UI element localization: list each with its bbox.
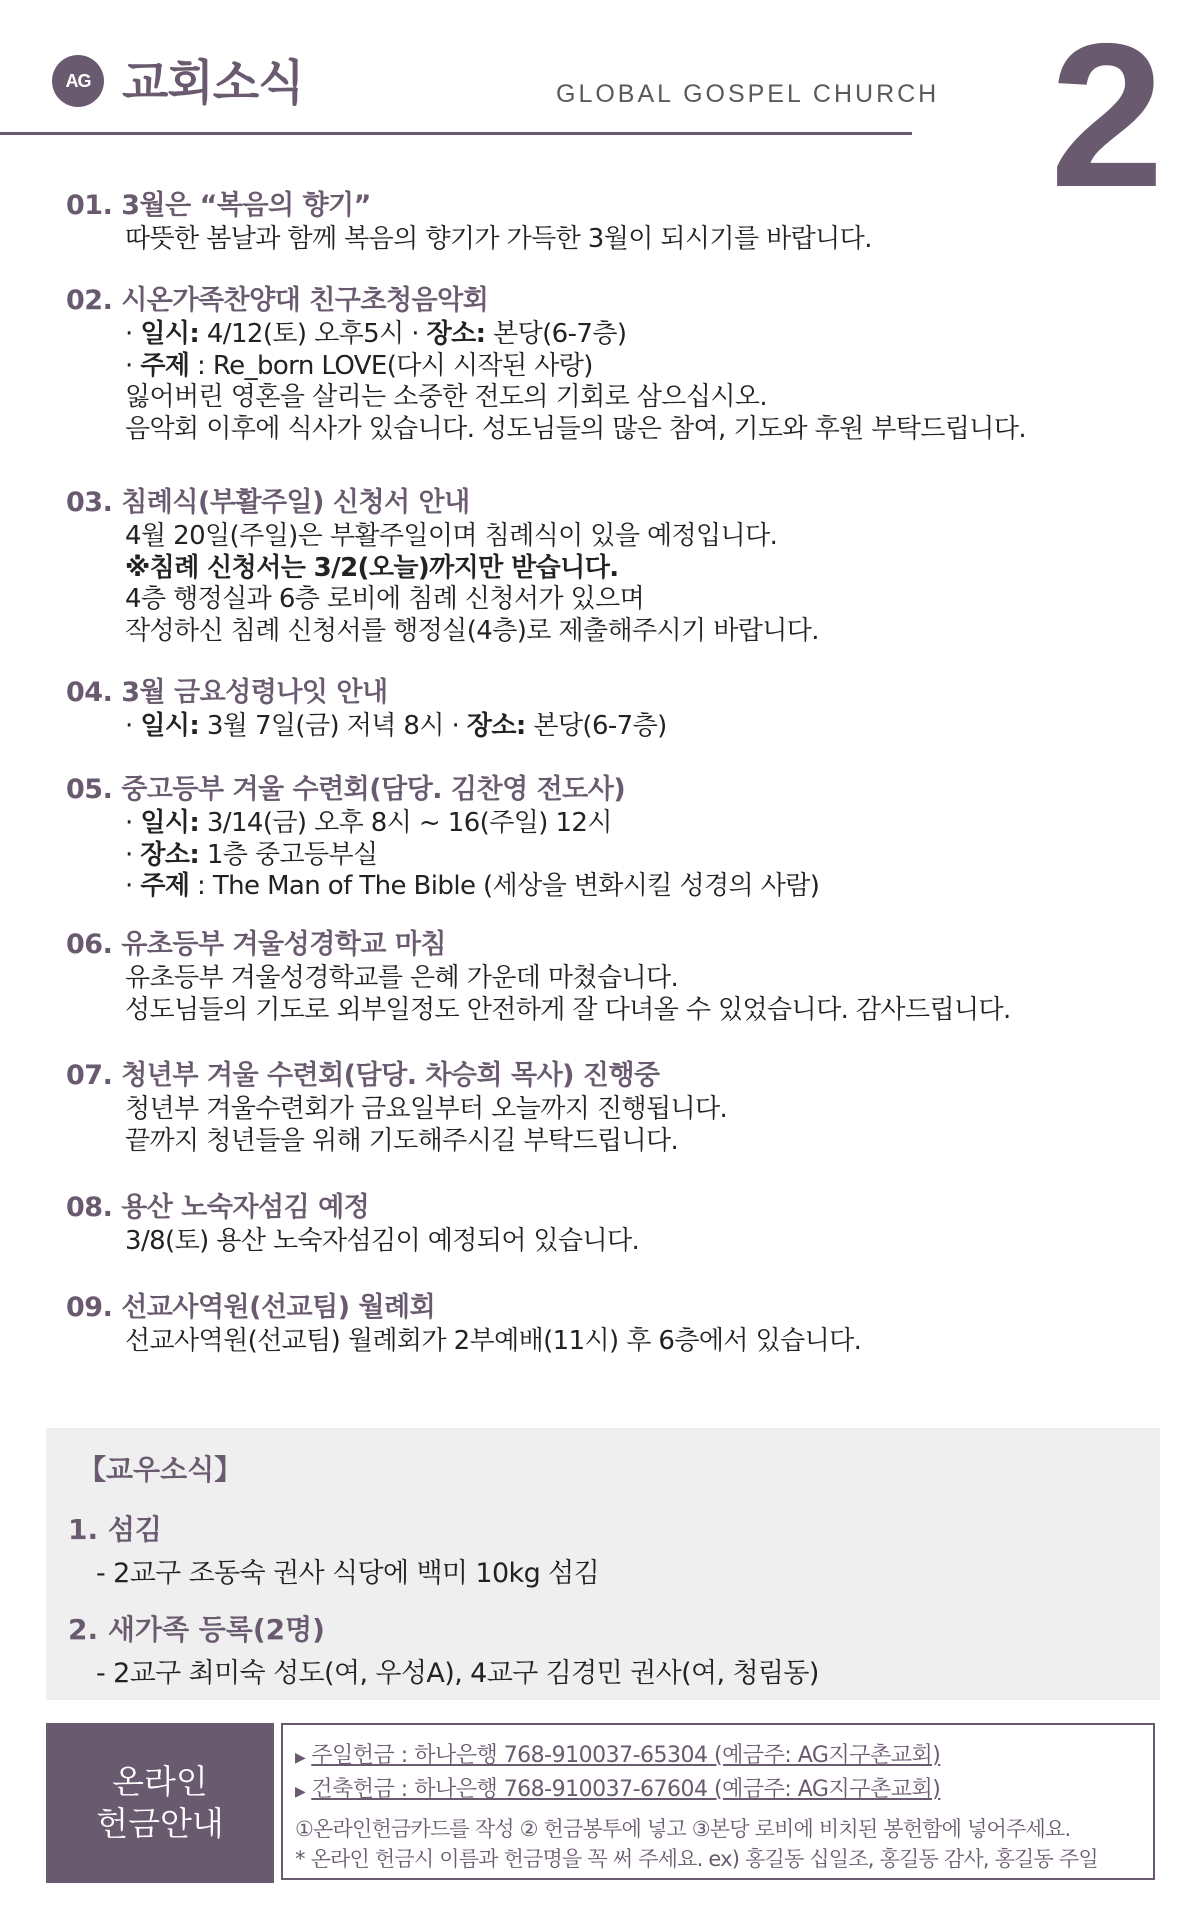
notice-body [125, 224, 1126, 256]
notice-title: 04. 3월 금요성령나잇 안내 [66, 677, 388, 708]
notice-title: 07. 청년부 겨울 수련회(담당. 차승희 목사) 진행중 [66, 1060, 660, 1091]
fellowship-item-title: 2. 새가족 등록(2명) [68, 1613, 325, 1646]
notice-item [66, 188, 1126, 256]
notice-item [66, 675, 1126, 743]
online-offering-label [46, 1723, 274, 1883]
fellowship-heading: 【교우소식】 [78, 1453, 243, 1486]
fellowship-item-detail: - 2교구 최미숙 성도(여, 우성A), 4교구 김경민 권사(여, 청림동) [96, 1658, 819, 1689]
page-title: 교회소식 [122, 55, 304, 111]
notice-body [125, 1094, 1126, 1157]
notice-line: · 장소: 1층 중고등부실 [125, 839, 378, 870]
notice-title: 02. 시온가족찬양대 친구초청음악회 [66, 285, 489, 316]
notice-body [125, 711, 1126, 743]
notice-line: · 일시: 3월 7일(금) 저녁 8시 · 장소: 본당(6-7층) [125, 711, 667, 741]
notice-title: 08. 용산 노숙자섬김 예정 [66, 1192, 370, 1223]
notice-body [125, 1226, 1126, 1258]
notice-item [66, 927, 1126, 1026]
notice-line: 성도님들의 기도로 외부일정도 안전하게 잘 다녀올 수 있었습니다. 감사드립니다. [125, 994, 1011, 1025]
notice-line: 3/8(토) 용산 노숙자섬김이 예정되어 있습니다. [125, 1226, 640, 1256]
notice-line: 음악회 이후에 식사가 있습니다. 성도님들의 많은 참여, 기도와 후원 부탁드립니다. [125, 413, 1027, 444]
church-name: GLOBAL GOSPEL CHURCH [556, 80, 940, 108]
notice-line: 청년부 겨울수련회가 금요일부터 오늘까지 진행됩니다. [125, 1094, 728, 1124]
notice-line: 4층 행정실과 6층 로비에 침례 신청서가 있으며 [125, 584, 645, 614]
notice-line: 잃어버린 영혼을 살리는 소중한 전도의 기회로 삼으십시오. [125, 382, 768, 412]
notice-line: · 일시: 3/14(금) 오후 8시 ~ 16(주일) 12시 [125, 808, 612, 838]
sunday-offering-account [295, 1738, 940, 1769]
notice-body [125, 319, 1126, 445]
ag-logo: AG [52, 55, 104, 107]
fellowship-item-title: 1. 섬김 [68, 1513, 162, 1546]
fellowship-news-panel [46, 1428, 1160, 1700]
account-text: 건축헌금 : 하나은행 768-910037-67604 (예금주: AG지구촌교회) [311, 1777, 941, 1802]
notice-item [66, 283, 1126, 445]
notice-body [125, 521, 1126, 647]
notice-body [125, 1326, 1126, 1358]
notice-line: 따뜻한 봄날과 함께 복음의 향기가 가득한 3월이 되시기를 바랍니다. [125, 224, 872, 254]
notice-line: 끝까지 청년들을 위해 기도해주시길 부탁드립니다. [125, 1125, 679, 1156]
offering-info-box [281, 1723, 1155, 1880]
notice-item [66, 485, 1126, 647]
header-divider [0, 132, 912, 135]
notice-title: 05. 중고등부 겨울 수련회(담당. 김찬영 전도사) [66, 774, 626, 805]
notice-line: 4월 20일(주일)은 부활주일이며 침례식이 있을 예정입니다. [125, 521, 778, 551]
notice-item [66, 1290, 1126, 1358]
notice-body [125, 808, 1126, 903]
notice-body [125, 963, 1126, 1026]
fellowship-item-detail: - 2교구 조동숙 권사 식당에 백미 10kg 섬김 [96, 1558, 600, 1589]
notice-line: ※침례 신청서는 3/2(오늘)까지만 받습니다. [125, 552, 619, 583]
offering-instruction: ①온라인헌금카드를 작성 ② 헌금봉투에 넣고 ③본당 로비에 비치된 봉헌함에 넣어주세요. [295, 1817, 1071, 1841]
notice-title: 06. 유초등부 겨울성경학교 마침 [66, 929, 447, 960]
notice-item [66, 1058, 1126, 1157]
notice-line: 선교사역원(선교팀) 월례회가 2부예배(11시) 후 6층에서 있습니다. [125, 1326, 862, 1356]
account-text: 주일헌금 : 하나은행 768-910037-65304 (예금주: AG지구촌교회) [311, 1743, 941, 1768]
notice-line: 유초등부 겨울성경학교를 은혜 가운데 마쳤습니다. [125, 963, 679, 993]
triangle-right-icon: ▶ [295, 1784, 306, 1800]
notice-title: 09. 선교사역원(선교팀) 월례회 [66, 1292, 436, 1323]
offering-label-line1: 온라인 [112, 1762, 208, 1801]
notice-item [66, 772, 1126, 903]
notice-line: · 일시: 4/12(토) 오후5시 · 장소: 본당(6-7층) [125, 319, 627, 349]
issue-number: 2 [1050, 1, 1165, 230]
offering-note: * 온라인 헌금시 이름과 헌금명을 꼭 써 주세요. ex) 홍길동 십일조, 홍길동 감사, 홍길동 주일 [295, 1847, 1098, 1871]
notice-line: · 주제 : Re_born LOVE(다시 시작된 사랑) [125, 350, 593, 381]
triangle-right-icon: ▶ [295, 1750, 306, 1766]
building-offering-account [295, 1772, 940, 1803]
notice-item [66, 1190, 1126, 1258]
notice-title: 01. 3월은 “복음의 향기” [66, 190, 371, 221]
offering-label-line2: 헌금안내 [96, 1804, 224, 1843]
notice-line: · 주제 : The Man of The Bible (세상을 변화시킬 성경의 사람) [125, 871, 820, 901]
notice-title: 03. 침례식(부활주일) 신청서 안내 [66, 487, 470, 518]
notice-line: 작성하신 침례 신청서를 행정실(4층)로 제출해주시기 바랍니다. [125, 615, 819, 646]
